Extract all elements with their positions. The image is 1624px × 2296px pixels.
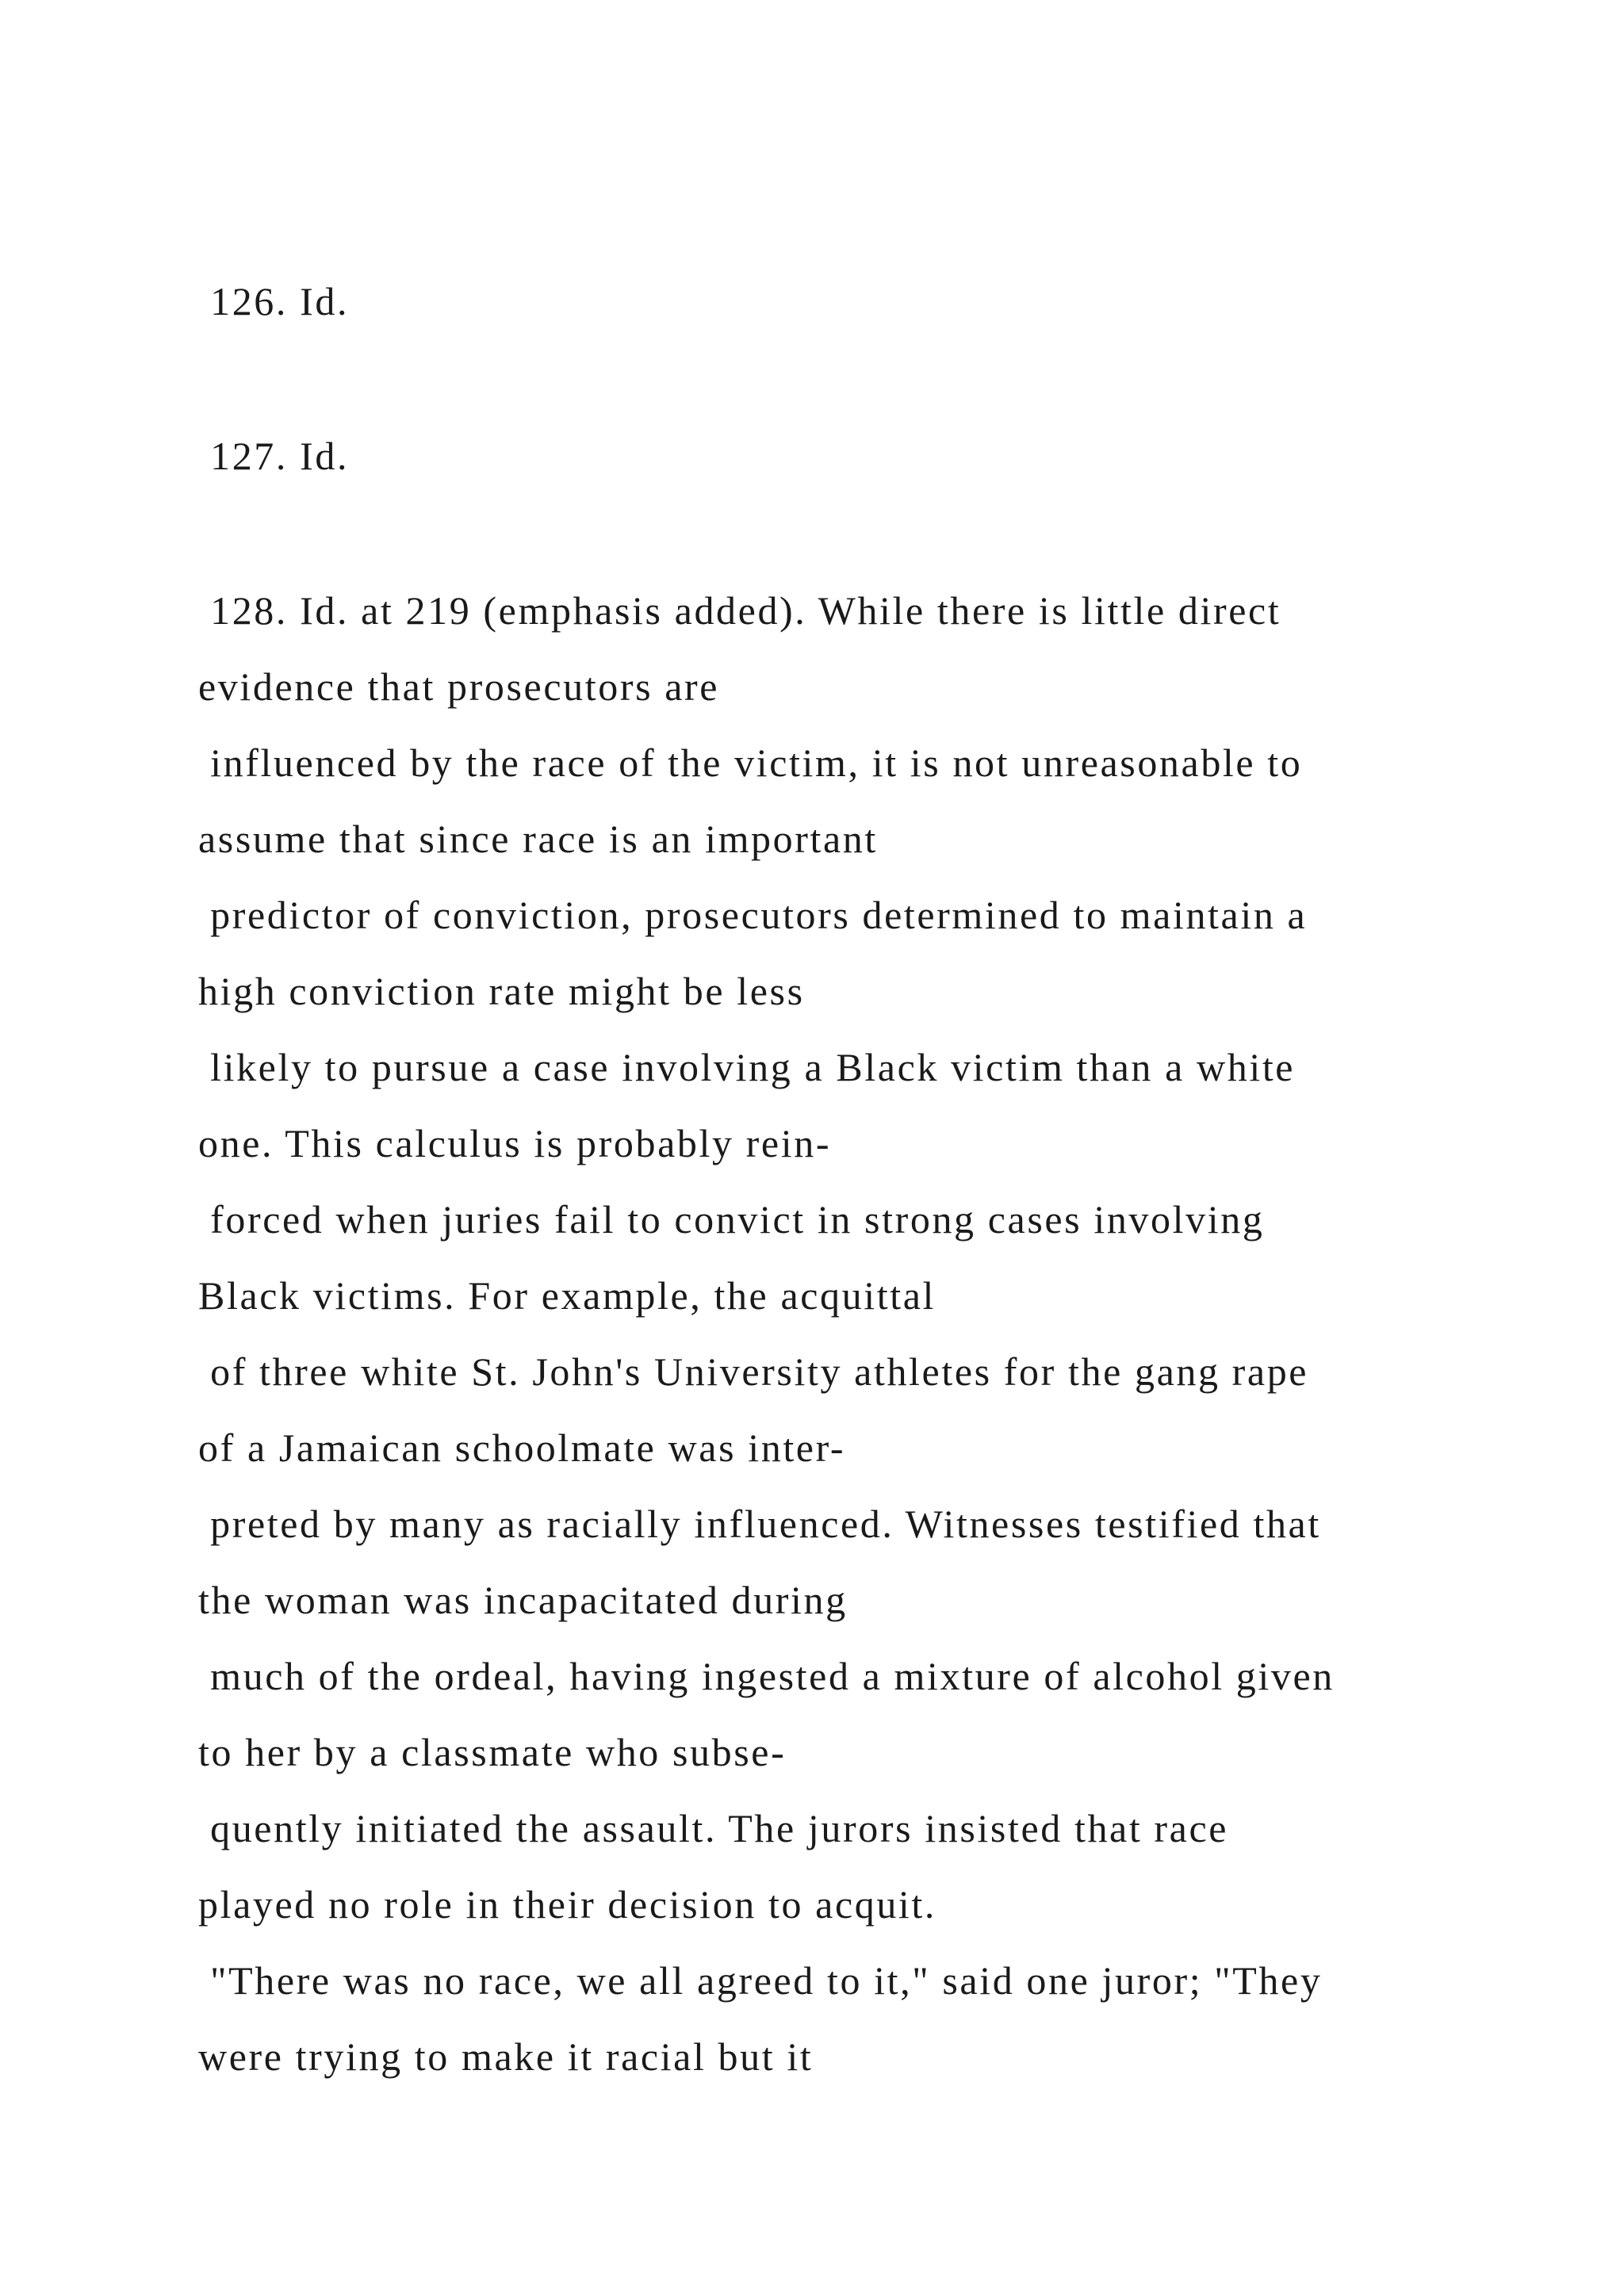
footnote-128-line: one. This calculus is probably rein- [198, 1121, 832, 1165]
footnote-128-line: high conviction rate might be less [198, 969, 805, 1013]
footnote-127: 127. Id. [198, 434, 350, 478]
footnote-128-line: forced when juries fail to convict in strong cases involving [198, 1197, 1265, 1242]
footnote-128-line: played no role in their decision to acquit. [198, 1882, 937, 1927]
footnote-128-line: preted by many as racially influenced. Witnesses testified that [198, 1502, 1321, 1546]
footnote-126: 126. Id. [198, 279, 350, 323]
footnote-128-line: of a Jamaican schoolmate was inter- [198, 1425, 846, 1470]
footnote-128-line: influenced by the race of the victim, it is not unreasonable to [198, 740, 1303, 785]
footnote-128-line: likely to pursue a case involving a Black victim than a white [198, 1045, 1296, 1089]
footnote-128-line: the woman was incapacitated during [198, 1578, 848, 1622]
footnote-128-line: 128. Id. at 219 (emphasis added). While there is little direct [198, 588, 1281, 633]
footnote-128-line: quently initiated the assault. The jurors insisted that race [198, 1806, 1229, 1850]
footnote-128-line: much of the ordeal, having ingested a mixture of alcohol given [198, 1654, 1335, 1698]
footnote-128-line: of three white St. John's University athletes for the gang rape [198, 1349, 1309, 1394]
footnote-128-line: to her by a classmate who subse- [198, 1730, 787, 1774]
footnote-128-line: predictor of conviction, prosecutors determined to maintain a [198, 893, 1308, 937]
footnote-128-line: evidence that prosecutors are [198, 664, 720, 709]
footnote-128-line: "There was no race, we all agreed to it," said one juror; "They [198, 1958, 1323, 2003]
footnote-128-line: assume that since race is an important [198, 817, 878, 861]
footnote-128-line: Black victims. For example, the acquittal [198, 1273, 936, 1318]
footnote-128-line: were trying to make it racial but it [198, 2034, 814, 2079]
